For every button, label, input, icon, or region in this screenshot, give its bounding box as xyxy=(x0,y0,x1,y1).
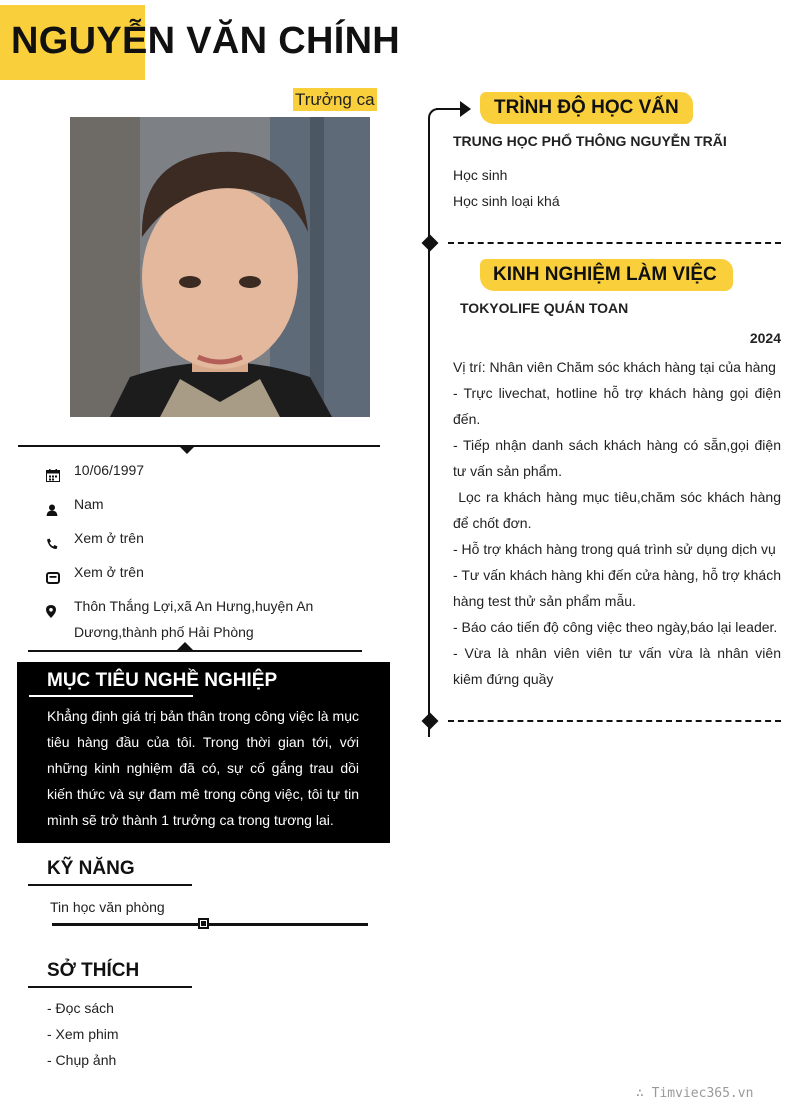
duty-line: - Trực livechat, hotline hỗ trợ khách hàng gọi điện đến. xyxy=(453,385,781,427)
info-bottom-marker xyxy=(177,642,193,650)
info-gender xyxy=(46,491,376,524)
timeline-arrow-stem xyxy=(436,108,462,110)
user-icon xyxy=(46,491,74,524)
info-address xyxy=(46,593,376,645)
experience-year: 2024 xyxy=(749,330,781,346)
candidate-name: NGUYỄN VĂN CHÍNH xyxy=(11,20,401,62)
education-title: TRÌNH ĐỘ HỌC VẤN xyxy=(494,97,679,118)
objective-underline xyxy=(29,695,193,697)
watermark: ∴ Timviec365.vn xyxy=(636,1086,754,1101)
info-email xyxy=(46,559,376,592)
address-value: Thôn Thắng Lợi,xã An Hưng,huyện An Dương,thành phố Hải Phòng xyxy=(74,598,314,640)
duty-line: - Tư vấn khách hàng khi đến cửa hàng, hỗ trợ khách hàng test thử sản phẩm mẫu. xyxy=(453,567,781,609)
info-top-divider xyxy=(18,445,380,447)
duty-line: Lọc ra khách hàng mục tiêu,chăm sóc khách hàng để chốt đơn. xyxy=(453,489,785,531)
position-badge: Trưởng ca xyxy=(295,90,375,109)
timeline-diamond xyxy=(422,235,439,252)
timeline-corner xyxy=(428,108,442,122)
info-phone xyxy=(46,525,376,558)
watermark-text: Timviec365.vn xyxy=(651,1086,754,1101)
phone-icon xyxy=(46,525,74,558)
email-icon xyxy=(46,559,74,592)
skill-name: Tin học văn phòng xyxy=(50,899,165,915)
hobby-item: - Chụp ảnh xyxy=(47,1052,117,1068)
hobby-item: - Xem phim xyxy=(47,1026,119,1042)
objective-title: MỤC TIÊU NGHỀ NGHIỆP xyxy=(47,670,278,691)
objective-section xyxy=(17,662,390,843)
birthdate-value: 10/06/1997 xyxy=(74,462,145,478)
hobbies-underline xyxy=(28,986,192,988)
skills-underline xyxy=(28,884,192,886)
duty-line: - Tiếp nhận danh sách khách hàng có sẵn,gọi điện tư vấn sản phẩm. xyxy=(453,437,781,479)
education-description: Học sinh loại khá xyxy=(453,193,560,209)
hobby-item: - Đọc sách xyxy=(47,1000,114,1016)
duty-line: - Hỗ trợ khách hàng trong quá trình sử dụng dịch vụ xyxy=(453,541,776,557)
experience-divider xyxy=(448,720,781,722)
duty-line: - Báo cáo tiến độ công việc theo ngày,báo lại leader. xyxy=(453,619,778,635)
info-top-marker xyxy=(179,446,195,454)
school-name: TRUNG HỌC PHỔ THÔNG NGUYỄN TRÃI xyxy=(453,133,727,149)
skill-track xyxy=(52,923,368,926)
company-name: TOKYOLIFE QUÁN TOAN xyxy=(460,300,629,316)
experience-title: KINH NGHIỆM LÀM VIỆC xyxy=(493,264,717,285)
phone-value: Xem ở trên xyxy=(74,530,144,546)
timeline-line xyxy=(428,120,430,737)
profile-photo xyxy=(70,117,370,417)
skills-title: KỸ NĂNG xyxy=(47,858,135,879)
info-bottom-divider xyxy=(28,650,362,652)
info-birthdate xyxy=(46,457,376,490)
email-value: Xem ở trên xyxy=(74,564,144,580)
duty-line: - Vừa là nhân viên viên tư vấn vừa là nhân viên kiêm đứng quầy xyxy=(453,645,781,687)
experience-duties xyxy=(453,354,785,692)
hobbies-title: SỞ THÍCH xyxy=(47,960,140,981)
duty-line: Vị trí: Nhân viên Chăm sóc khách hàng tại của hàng xyxy=(453,359,776,375)
location-icon xyxy=(46,593,74,626)
timeline-diamond xyxy=(422,713,439,730)
gender-value: Nam xyxy=(74,496,104,512)
timeline-arrow-icon xyxy=(460,101,471,117)
education-major: Học sinh xyxy=(453,167,508,183)
objective-text: Khẳng định giá trị bản thân trong công việc là mục tiêu hàng đầu của tôi. Trong thời gian tới, với những kinh nghiệm đã có, sự cố gắng trau dồi kiến thức và sự đam mê trong công việc, tôi tự tin mình sẽ trở thành 1 trưởng ca trong tương lai. xyxy=(47,708,359,828)
education-divider xyxy=(448,242,781,244)
calendar-icon xyxy=(46,457,74,490)
skill-level-handle xyxy=(198,918,209,929)
